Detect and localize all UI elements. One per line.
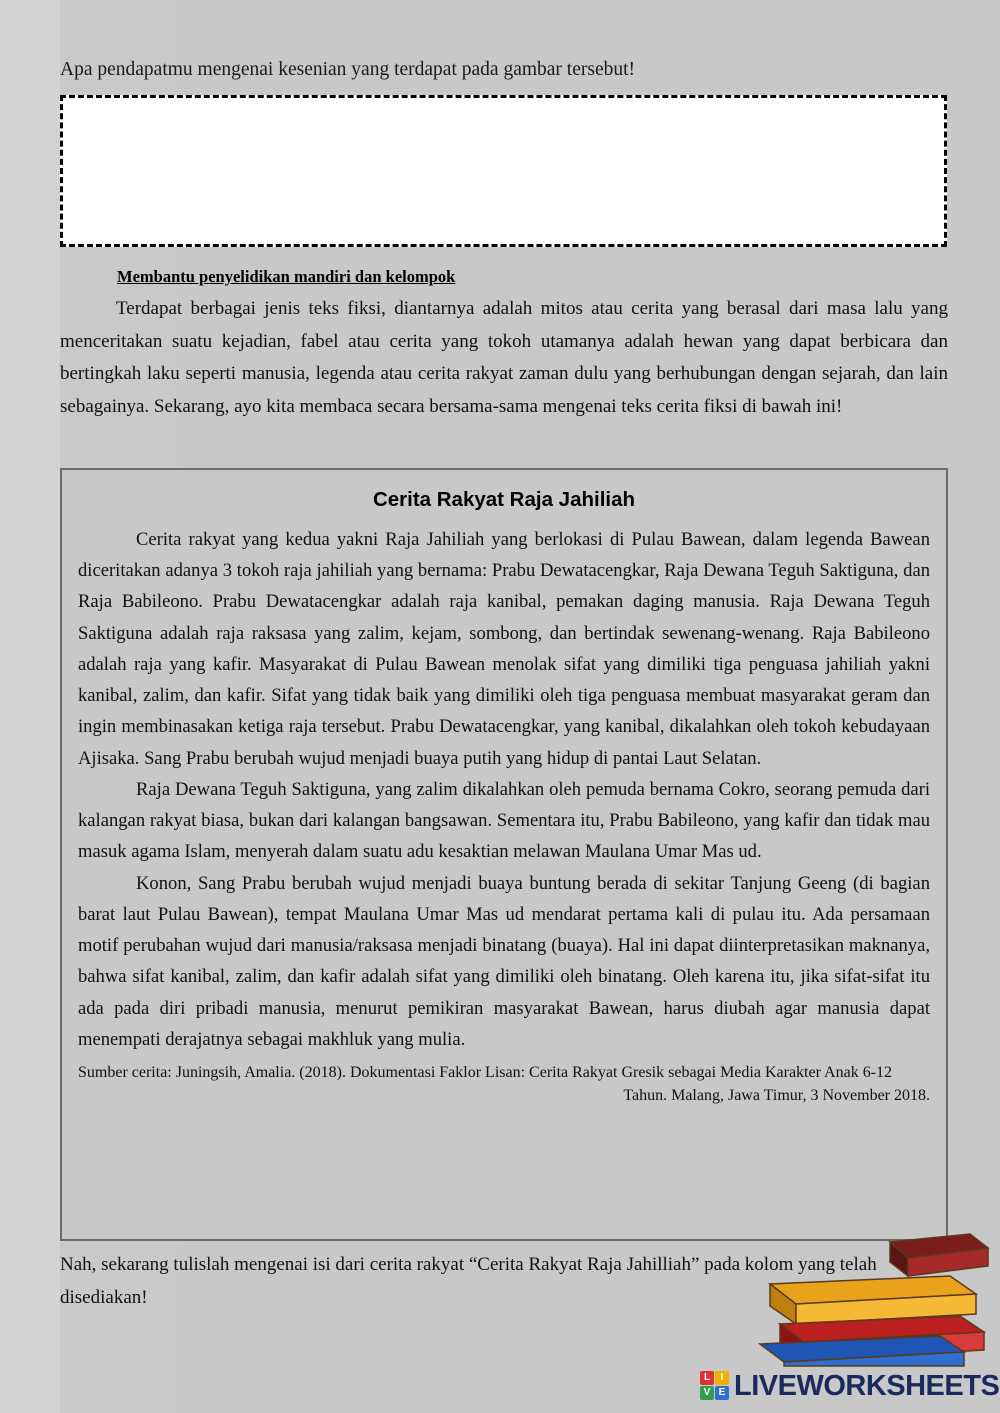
liveworksheets-wordmark: LIVEWORKSHEETS — [734, 1369, 1000, 1402]
story-source — [78, 1061, 930, 1107]
story-paragraph — [78, 868, 930, 1055]
story-paragraph-text: Cerita rakyat yang kedua yakni Raja Jahiliah yang berlokasi di Pulau Bawean, dalam legenda Bawean diceritakan adanya 3 tokoh raja jahiliah yang bernama: Prabu Dewatacengkar, Raja Dewana Teguh Saktiguna, dan Raja Babileono. Prabu Dewatacengkar adalah raja kanibal, pemakan daging manusia. Raja Dewana Teguh Saktiguna adalah raja raksasa yang zalim, kejam, sombong, dan bertindak sewenang-wenang. Raja Babileono adalah raja yang kafir. Masyarakat di Pulau Bawean menolak sifat yang dimiliki tiga penguasa jahiliah yakni kanibal, zalim, dan kafir. Sifat yang tidak baik yang dimiliki oleh tiga penguasa membuat masyarakat geram dan ingin membinasakan ketiga raja tersebut. Prabu Dewatacengkar, yang kanibal, dikalahkan oleh tokoh kebudayaan Ajisaka. Sang Prabu berubah wujud menjadi buaya putih yang hidup di pantai Laut Selatan. — [78, 529, 930, 769]
liveworksheets-logo — [700, 1368, 999, 1404]
answer-input-box[interactable] — [60, 95, 947, 247]
story-title: Cerita Rakyat Raja Jahiliah — [372, 488, 636, 511]
cube-letter-e: E — [715, 1386, 729, 1400]
cube-letter-v: V — [700, 1386, 714, 1400]
question-prompt: Apa pendapatmu mengenai kesenian yang terdapat pada gambar tersebut! — [60, 59, 636, 80]
section-subheading: Membantu penyelidikan mandiri dan kelompok — [117, 267, 456, 286]
cube-letter-l: L — [700, 1371, 714, 1385]
story-paragraph-text: Konon, Sang Prabu berubah wujud menjadi buaya buntung berada di sekitar Tanjung Geeng (di bagian barat laut Pulau Bawean), tempat Maulana Umar Mas ud mendarat pertama kali di pulau itu. Ada persamaan motif perubahan wujud dari manusia/raksasa menjadi binatang (buaya). Hal ini dapat diinterpretasikan maknanya, bahwa sifat kanibal, zalim, dan kafir adalah sifat yang dimiliki oleh binatang. Oleh karena itu, jika sifat-sifat itu ada pada diri pribadi manusia, menurut pemikiran masyarakat Bawean, harus diubah agar manusia dapat menempati derajatnya sebagai makhluk yang mulia. — [78, 872, 930, 1050]
story-container — [60, 468, 948, 1241]
intro-paragraph — [60, 293, 948, 424]
story-paragraph — [78, 524, 930, 774]
closing-instruction: Nah, sekarang tulislah mengenai isi dari cerita rakyat “Cerita Rakyat Raja Jahilliah” pada kolom yang telah disediakan! — [60, 1254, 877, 1309]
story-source-line2: Tahun. Malang, Jawa Timur, 3 November 2018. — [623, 1087, 930, 1105]
story-paragraph-text: Raja Dewana Teguh Saktiguna, yang zalim dikalahkan oleh pemuda bernama Cokro, seorang pemuda dari kalangan rakyat biasa, bukan dari kalangan bangsawan. Sementara itu, Prabu Babileono, yang kafir dan tidak mau masuk agama Islam, menyerah dalam suatu adu kesaktian melawan Maulana Umar Mas ud. — [78, 778, 930, 863]
liveworksheets-cube-icon — [700, 1371, 730, 1401]
cube-letter-i: I — [715, 1371, 729, 1385]
books-illustration — [740, 1232, 990, 1367]
story-paragraph — [78, 774, 930, 868]
intro-paragraph-text: Terdapat berbagai jenis teks fiksi, diantarnya adalah mitos atau cerita yang berasal dari masa lalu yang menceritakan suatu kejadian, fabel atau cerita yang tokoh utamanya adalah hewan yang dapat berbicara dan bertingkah laku seperti manusia, legenda atau cerita rakyat zaman dulu yang berhubungan dengan sejarah, dan lain sebagainya. Sekarang, ayo kita membaca secara bersama-sama mengenai teks cerita fiksi di bawah ini! — [60, 298, 948, 418]
story-source-line1: Sumber cerita: Juningsih, Amalia. (2018). Dokumentasi Faklor Lisan: Cerita Rakyat Gresik sebagai Media Karakter Anak 6-12 — [78, 1063, 893, 1081]
